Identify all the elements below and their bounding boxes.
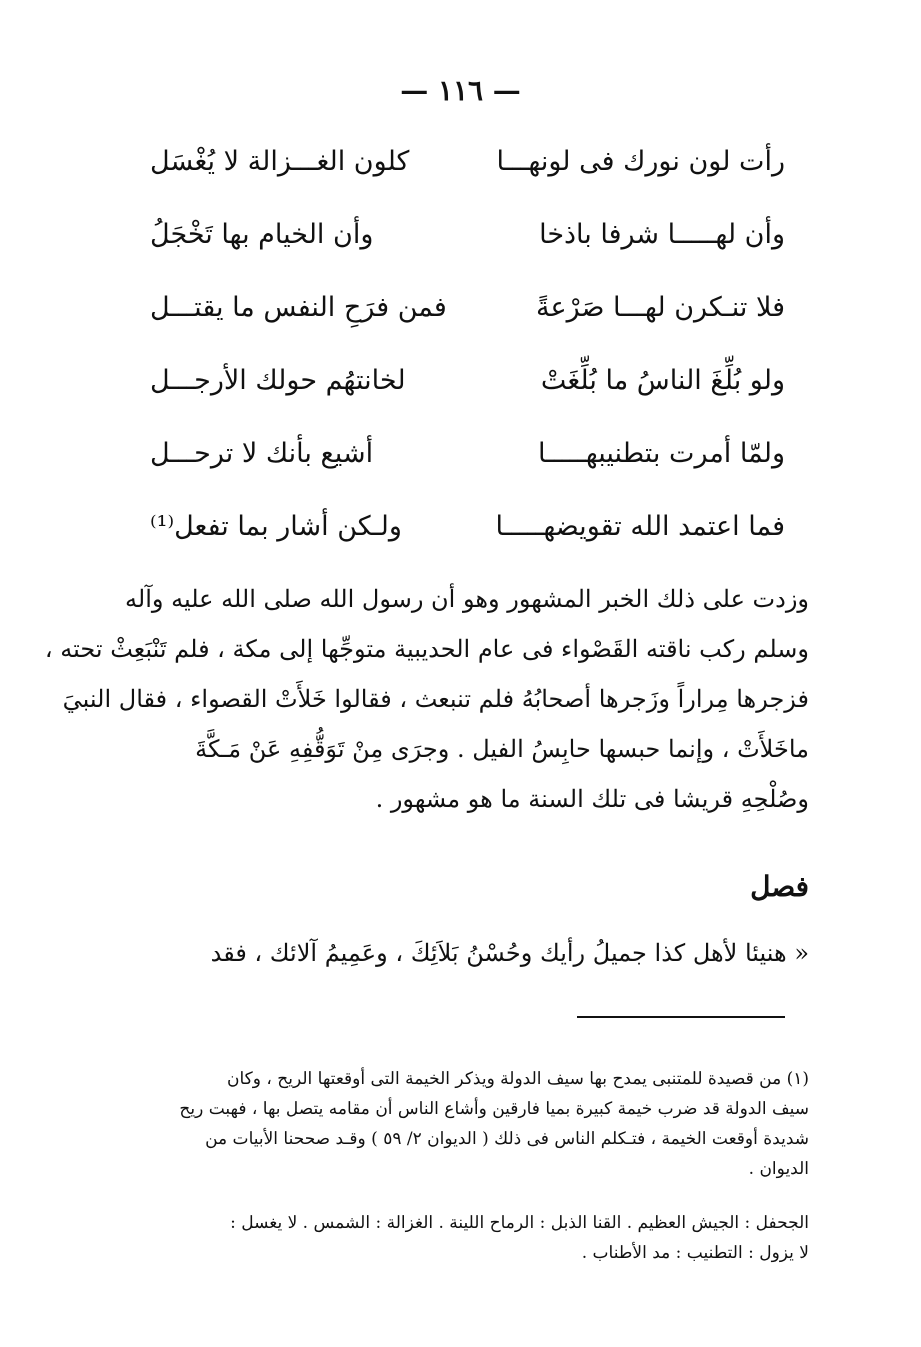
footnote-line: (١) من قصيدة للمتنبى يمدح بها سيف الدولة ويذكر الخيمة التى أوقعتها الريح ، وكان bbox=[227, 1069, 809, 1089]
footnote-line: شديدة أوقعت الخيمة ، فتـكلم الناس فى ذلك ( الديوان ٢/ ٥٩ ) وقـد صححنا الأبيات من bbox=[205, 1129, 809, 1149]
prose-line: وزدت على ذلك الخبر المشهور وهو أن رسول الله صلى الله عليه وآله bbox=[125, 585, 809, 613]
verse-line bbox=[150, 283, 785, 333]
verse-line bbox=[150, 429, 785, 479]
prose-line: وصُلْحِهِ قريشا فى تلك السنة ما هو مشهور . bbox=[375, 785, 809, 813]
page-number: — ١١٦ — bbox=[400, 74, 521, 107]
footnote-line: الديوان . bbox=[748, 1159, 809, 1179]
verse-first-hemistich: ولمّا أمرت بتطنيبهـــــا bbox=[537, 438, 785, 469]
verse-second-hemistich: لخانتهُم حولك الأرجـــل bbox=[150, 365, 406, 396]
verse-second-hemistich: ولـكن أشار بما تفعل⁽¹⁾ bbox=[150, 511, 402, 542]
prose-line: فزجرها مِراراً وزَجرها أصحابُهُ فلم تنبعث ، فقالوا خَلأَتْ القصواء ، فقال النبيَ bbox=[62, 685, 809, 713]
verse-second-hemistich: أشيع بأنك لا ترحـــل bbox=[150, 438, 374, 469]
verse-second-hemistich: كلون الغـــزالة لا يُغْسَل bbox=[150, 146, 410, 177]
prose-paragraph bbox=[44, 574, 809, 824]
footnote-separator bbox=[577, 1016, 785, 1018]
verse-first-hemistich: وأن لهـــــا شرفا باذخا bbox=[539, 219, 785, 250]
prose-line: « هنيئا لأهل كذا جميلُ رأيك وحُسْنُ بَلاَئِكَ ، وعَمِيمُ آلائك ، فقد bbox=[210, 939, 809, 967]
footnote bbox=[139, 1064, 809, 1184]
verse-second-hemistich: وأن الخيام بها تَخْجَلُ bbox=[150, 219, 374, 250]
verse-first-hemistich: فلا تنـكرن لهـــا صَرْعةً bbox=[535, 292, 785, 323]
prose-line: وسلم ركب ناقته القَصْواء فى عام الحديبية متوجِّها إلى مكة ، فلم تَنْبَعِثْ تحته ، bbox=[44, 635, 809, 663]
verse-first-hemistich: ولو بُلِّغَ الناسُ ما بُلِّغَتْ bbox=[540, 365, 785, 396]
verse-second-hemistich: فمن فرَحِ النفس ما يقتـــل bbox=[150, 292, 447, 323]
section-heading: فصل bbox=[750, 870, 809, 903]
prose-line: ماخَلأَتْ ، وإنما حبسها حابِسُ الفيل . وجرَى مِنْ تَوَقُّفِهِ عَنْ مَـكَّةَ bbox=[195, 735, 809, 763]
glossary-line: الجحفل : الجيش العظيم . القنا الذبل : الرماح اللينة . الغزالة : الشمس . لا يغسل : bbox=[230, 1213, 809, 1233]
verse-line bbox=[150, 502, 785, 552]
verse-line bbox=[150, 137, 785, 187]
section-text bbox=[119, 928, 809, 978]
glossary bbox=[139, 1208, 809, 1268]
verse-line bbox=[150, 356, 785, 406]
verse-first-hemistich: رأت لون نورك فى لونهـــا bbox=[496, 146, 785, 177]
verse-line bbox=[150, 210, 785, 260]
verse-first-hemistich: فما اعتمد الله تقويضهـــــا bbox=[495, 511, 785, 542]
footnote-line: سيف الدولة قد ضرب خيمة كبيرة بميا فارقين وأشاع الناس أن مقامه يتصل بها ، فهبت ريح bbox=[179, 1099, 809, 1119]
glossary-line: لا يزول : التطنيب : مد الأطناب . bbox=[581, 1243, 809, 1263]
